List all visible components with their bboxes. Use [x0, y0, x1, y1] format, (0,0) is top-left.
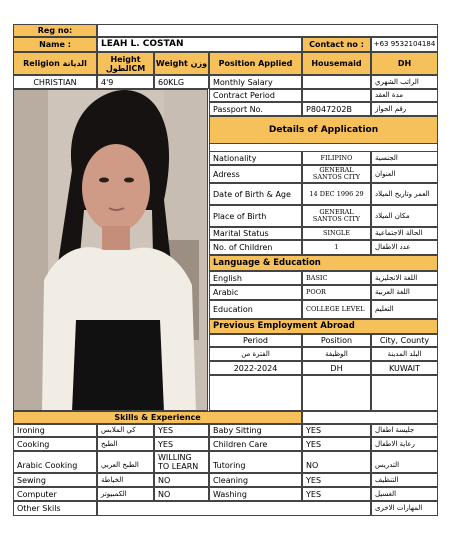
religion-header: Religion الديانة — [13, 52, 97, 75]
skill-arabic-cooking-ar: الطبخ العربي — [97, 451, 154, 473]
skill-ironing-value: YES — [154, 424, 209, 437]
education-value: COLLEGE LEVEL — [302, 300, 371, 319]
dob-value: 14 DEC 1996 29 — [302, 183, 371, 205]
city-header: City, County — [371, 334, 438, 347]
english-ar: اللغة الانجليزية — [371, 271, 438, 285]
language-title: Language & Education — [209, 255, 438, 271]
employment-empty-position — [302, 375, 371, 411]
arabic-ar: اللغة العربية — [371, 285, 438, 300]
address-ar: العنوان — [371, 165, 438, 183]
place-of-birth-label: Place of Birth — [209, 205, 302, 227]
reg-no-label: Reg no: — [13, 24, 97, 37]
dh-header: DH — [371, 52, 438, 75]
salary-label: Monthly Salary — [209, 75, 302, 89]
period-header: Period — [209, 334, 302, 347]
place-of-birth-ar: مكان الميلاد — [371, 205, 438, 227]
other-skills-ar: المهارات الاخرى — [371, 501, 438, 516]
skill-sewing-label: Sewing — [13, 473, 97, 487]
position-header: Position — [302, 334, 371, 347]
details-title: Details of Application — [209, 116, 438, 144]
skill-babysitting-ar: جليسة اطفال — [371, 424, 438, 437]
arabic-label: Arabic — [209, 285, 302, 300]
applicant-photo — [13, 89, 208, 411]
skill-tutoring-label: Tutoring — [209, 451, 302, 473]
passport-value: P8047202B — [302, 102, 371, 116]
skill-babysitting-label: Baby Sitting — [209, 424, 302, 437]
skill-babysitting-value: YES — [302, 424, 371, 437]
passport-label: Passport No. — [209, 102, 302, 116]
details-spacer — [209, 144, 438, 151]
city-header-ar: البلد المدينة — [371, 347, 438, 361]
address-value: GENERAL SANTOS CITY — [302, 165, 371, 183]
skill-cooking-ar: الطبخ — [97, 437, 154, 451]
children-ar: عدد الاطفال — [371, 240, 438, 255]
skill-childcare-ar: رعاية الاطفال — [371, 437, 438, 451]
applicant-portrait-image — [14, 90, 208, 411]
nationality-ar: الجنسية — [371, 151, 438, 165]
marital-status-label: Marital Status — [209, 227, 302, 240]
arabic-value: POOR — [302, 285, 371, 300]
period-header-ar: الفترة من — [209, 347, 302, 361]
employment-empty-period — [209, 375, 302, 411]
skill-washing-label: Washing — [209, 487, 302, 501]
name-label: Name : — [13, 37, 97, 52]
salary-value — [302, 75, 371, 89]
other-skills-label: Other Skils — [13, 501, 97, 516]
application-form — [13, 24, 438, 519]
dob-label: Date of Birth & Age — [209, 183, 302, 205]
employment-empty-city — [371, 375, 438, 411]
skill-arabic-cooking-value: WILLING TO LEARN — [154, 451, 209, 473]
religion-value: CHRISTIAN — [13, 75, 97, 89]
position-header-ar: الوظيفة — [302, 347, 371, 361]
skill-computer-value: NO — [154, 487, 209, 501]
salary-ar: الراتب الشهري — [371, 75, 438, 89]
skill-childcare-value: YES — [302, 437, 371, 451]
weight-header: Weight وزن — [154, 52, 209, 75]
marital-status-ar: الحالة الاجتماعية — [371, 227, 438, 240]
skill-cooking-label: Cooking — [13, 437, 97, 451]
housemaid-header: Housemaid — [302, 52, 371, 75]
skill-computer-ar: الكمبيوتر — [97, 487, 154, 501]
education-ar: التعليم — [371, 300, 438, 319]
contact-label: Contact no : — [302, 37, 371, 52]
name-value: LEAH L. COSTAN — [97, 37, 302, 52]
skill-sewing-value: NO — [154, 473, 209, 487]
contact-value: +63 9532104184 — [371, 37, 438, 52]
skill-arabic-cooking-label: Arabic Cooking — [13, 451, 97, 473]
english-label: English — [209, 271, 302, 285]
skill-tutoring-ar: التدريس — [371, 451, 438, 473]
skill-ironing-ar: كي الملابس — [97, 424, 154, 437]
education-label: Education — [209, 300, 302, 319]
skill-cleaning-ar: التنظيف — [371, 473, 438, 487]
place-of-birth-value: GENERAL SANTOS CITY — [302, 205, 371, 227]
passport-ar: رقم الجواز — [371, 102, 438, 116]
skill-ironing-label: Ironing — [13, 424, 97, 437]
marital-status-value: SINGLE — [302, 227, 371, 240]
nationality-label: Nationality — [209, 151, 302, 165]
contract-ar: مدة العقد — [371, 89, 438, 102]
contract-label: Contract Period — [209, 89, 302, 102]
skill-cleaning-value: YES — [302, 473, 371, 487]
employment-city: KUWAIT — [371, 361, 438, 375]
children-value: 1 — [302, 240, 371, 255]
employment-title: Previous Employment Abroad — [209, 319, 438, 334]
skill-washing-value: YES — [302, 487, 371, 501]
skill-childcare-label: Children Care — [209, 437, 302, 451]
english-value: BASIC — [302, 271, 371, 285]
skill-cooking-value: YES — [154, 437, 209, 451]
nationality-value: FILIPINO — [302, 151, 371, 165]
skill-washing-ar: الغسيل — [371, 487, 438, 501]
height-header: Height الطولCM — [97, 52, 154, 75]
position-applied-header: Position Applied — [209, 52, 302, 75]
other-skills-value — [97, 501, 371, 516]
skill-computer-label: Computer — [13, 487, 97, 501]
employment-position: DH — [302, 361, 371, 375]
contract-value — [302, 89, 371, 102]
skill-sewing-ar: الخياطة — [97, 473, 154, 487]
reg-no-value — [97, 24, 438, 37]
skill-cleaning-label: Cleaning — [209, 473, 302, 487]
skill-tutoring-value: NO — [302, 451, 371, 473]
weight-value: 60KLG — [154, 75, 209, 89]
height-value: 4'9 — [97, 75, 154, 89]
employment-period: 2022-2024 — [209, 361, 302, 375]
dob-ar: العمر وتاريخ الميلاد — [371, 183, 438, 205]
address-label: Adress — [209, 165, 302, 183]
skills-title: Skills & Experience — [13, 411, 302, 424]
skills-title-blank — [302, 411, 438, 424]
children-label: No. of Children — [209, 240, 302, 255]
